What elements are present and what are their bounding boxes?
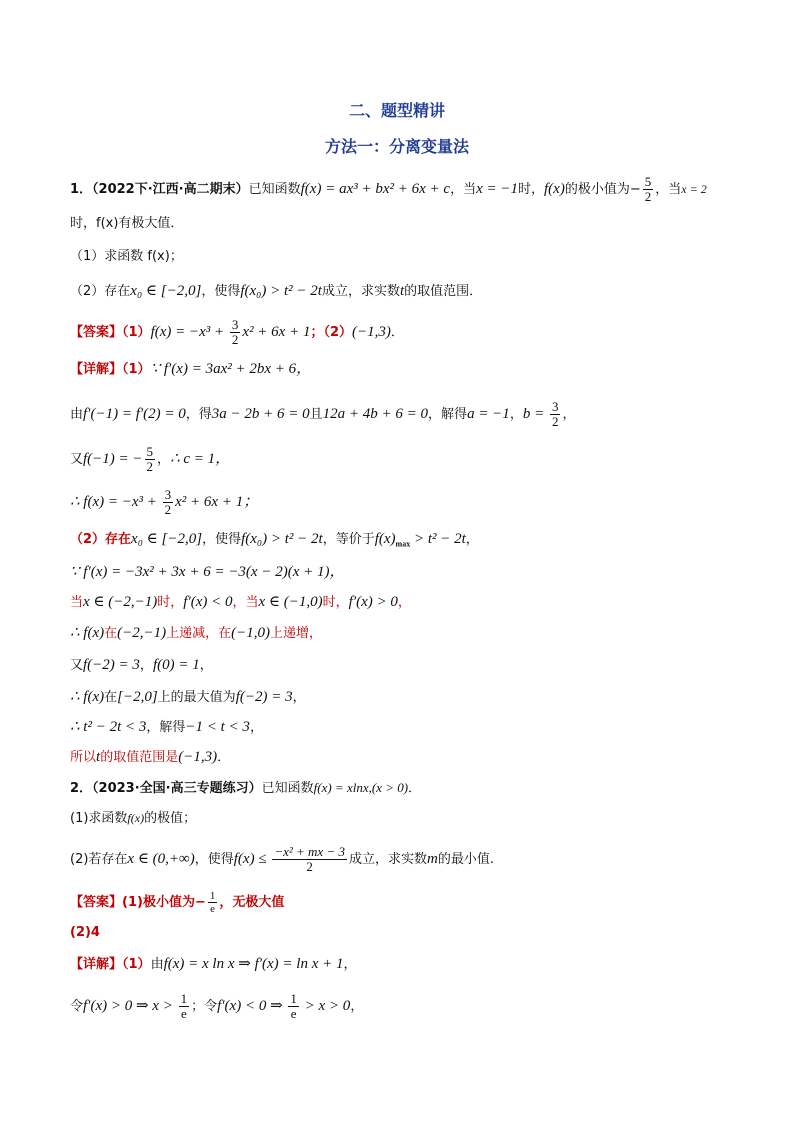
q-text: (2)若存在 [70,852,128,867]
math-expr: f(x₀) > t² − 2t [240,283,322,299]
problem2-detail-2 [70,992,363,1021]
problem2-answer [70,890,284,915]
math-expr: [−2,0] [117,689,158,705]
method-title: 方法一：分离变量法 [324,137,469,156]
fraction: $\frac{\text{−x² + mx − 3}}{2}$ [274,844,345,874]
math-expr: ∵ f′(x) = −3x² + 3x + 6 = −3(x − 2)(x + 1)， [70,564,345,580]
math-expr: f(x) ≤ [233,851,271,867]
problem2-question2 [70,845,494,874]
stem-text: 时， [517,182,544,197]
detail-text: ，等价于 [322,532,375,547]
fraction: $\frac{5}{2}$ [644,174,652,204]
math-expr: t [96,749,101,765]
problem-number: 1． [70,182,93,197]
math-expr: x ∈ (0,+∞) [127,851,195,867]
detail-text: 当 [70,595,84,610]
problem2-answer-2: (2)4 [70,925,100,940]
detail-text: 且 [309,407,323,422]
math-expr: x = −1 [476,181,518,197]
math-expr: f′(x) < 0 ⇒ [217,998,287,1014]
detail-text: ， [199,658,213,673]
detail-text: ， [562,407,576,422]
detail-tag: 【详解】 [70,362,123,377]
detail-text: ，解得 [428,407,468,422]
problem1-detail-7 [70,593,411,612]
math-expr: (−1,0) [231,625,270,641]
q-text: 的最小值. [437,852,494,867]
math-expr: (−1,3) [178,749,218,765]
math-expr: f(x) = −x³ + [150,324,228,340]
detail-tag: 【详解】 [70,957,123,972]
math-expr: f′(x) > 0 [348,594,398,610]
problem-source: （2022下·江西·高二期末） [92,182,249,197]
math-expr: x² + 6x + 1； [175,494,259,510]
stem-text: 的极小值为 [564,182,630,197]
stem-text: ． [408,781,422,796]
answer-text: （1） [122,325,151,340]
problem2-question1 [70,809,196,828]
math-expr: t [399,283,405,299]
math-expr: f′(x) > 0 ⇒ x > [83,998,177,1014]
detail-text: 在 [104,626,118,641]
fraction: $\frac{1}{e}$ [209,890,216,915]
detail-text: ， [509,407,523,422]
math-expr: (−1,3) [352,324,391,340]
problem1-question2 [70,282,482,301]
detail-text: ， [157,452,171,467]
stem-text: ，当 [450,182,477,197]
detail-text: 时， [157,595,184,610]
math-expr: 3a − 2b + 6 = 0 [211,406,310,422]
detail-text: 令 [70,999,84,1014]
math-expr: f(x) [127,811,145,825]
problem1-detail-8 [70,624,322,643]
q-text: 成立，求实数 [321,284,400,299]
math-expr: f′(x) < 0 [183,594,233,610]
detail-text: ， [139,658,153,673]
q-text: （2）存在 [70,284,131,299]
detail-text: （2）存在 [70,532,132,547]
problem1-detail-6 [70,563,344,582]
math-expr: a = −1 [467,406,510,422]
math-expr: ∴ f(x) = −x³ + [70,494,161,510]
math-expr: (−2,−1) [117,625,167,641]
fraction: $\frac{3}{2}$ [164,487,172,517]
answer-tag: 【答案】 [70,895,123,910]
q-text: 的取值范围． [404,284,483,299]
answer-text: ；（2） [310,325,353,340]
math-expr: f′(−1) = f′(2) = 0 [83,406,186,422]
problem-source: （2023·全国·高三专题练习） [92,781,262,796]
q-text: ，使得 [201,284,241,299]
stem-text: 已知函数 [248,182,301,197]
function-definition: f(x) = ax³ + bx² + 6x + c [300,181,451,197]
fraction: $\frac{1}{e}$ [290,991,297,1021]
q-text: (1)求函数 [70,811,128,826]
math-expr: ∴ f(x) [70,625,105,641]
detail-text: 的取值范围是 [100,750,179,765]
problem2-detail-1 [70,955,357,974]
q-text: ，使得 [194,852,234,867]
detail-text: 又 [70,452,84,467]
detail-text: 时， [322,595,349,610]
section-heading: 二、题型精讲 [348,101,445,120]
problem1-detail-1 [70,360,311,379]
stem-text: 已知函数 [261,781,314,796]
math-expr: f(−2) = 3 [83,657,140,673]
math-expr: 12a + 4b + 6 = 0 [322,406,429,422]
stem-text: ，当 [655,182,682,197]
problem1-detail-4 [70,488,258,517]
detail-text: ， [397,595,411,610]
math-expr: > x > 0 [300,998,351,1014]
detail-text: ，解得 [146,720,186,735]
detail-text: ， [249,720,263,735]
math-expr: f(0) = 1 [152,657,200,673]
detail-text: 上递减，在 [166,626,232,641]
math-expr: x ∈ (−2,−1) [83,594,158,610]
q-text: 的极值； [144,811,197,826]
math-expr: f(x) [544,181,565,197]
math-expr: f(−1) = − [83,451,143,467]
math-expr: x₀ ∈ [−2,0] [131,531,203,547]
detail-text: （1） [122,957,151,972]
function-definition: f(x) = xlnx,(x > 0) [313,780,409,795]
math-expr: ∴ t² − 2t < 3 [70,719,147,735]
math-expr: x = 2 [681,182,707,196]
math-expr: x₀ ∈ [−2,0] [130,283,202,299]
detail-text: ， [292,690,306,705]
answer-text: ． [390,325,404,340]
detail-text: ， [343,957,357,972]
detail-text: 由 [150,957,164,972]
detail-text: 又 [70,658,84,673]
math-expr: b = [522,406,548,422]
fraction: $\frac{5}{2}$ [146,444,154,474]
q-text: 成立，求实数 [348,852,427,867]
math-expr: −1 < t < 3 [185,719,250,735]
math-expr: ∵ f′(x) = 3ax² + 2bx + 6， [150,361,312,377]
detail-text: ． [217,750,231,765]
math-expr: ∴ f(x) [70,689,105,705]
math-expr: > t² − 2t [410,531,466,547]
problem1-detail-9 [70,656,213,675]
detail-text: 上递增， [270,626,323,641]
problem1-detail-10 [70,688,306,707]
detail-text: ，使得 [202,532,242,547]
problem1-stem-line2: 时，f(x)有极大值． [70,216,184,231]
problem1-answer [70,318,404,347]
math-expr: ∴ c = 1， [170,451,231,467]
detail-text: ， [465,532,479,547]
problem1-detail-3 [70,445,230,474]
detail-text: 由 [70,407,84,422]
detail-text: （1） [122,362,151,377]
fraction: $\frac{1}{e}$ [180,991,188,1021]
math-expr: m [427,851,438,867]
detail-text: ；令 [191,999,218,1014]
problem-number: 2． [70,781,93,796]
math-expr: f(x₀) > t² − 2t [241,531,323,547]
answer-tag: 【答案】 [70,325,123,340]
problem2-stem [70,779,421,798]
detail-text: 所以 [70,750,97,765]
problem1-detail-2 [70,400,575,429]
detail-text: ，当 [232,595,259,610]
detail-text: 在 [104,690,118,705]
problem1-stem: 1．（2022下·江西·高二期末）已知函数f(x) = ax³ + bx² + 6x + c，当x = −1时，f(x)的极小值为− $\frac{5}{2}$ ，当x = 2 [70,174,707,204]
detail-text: ，得 [185,407,212,422]
math-expr: x² + 6x + 1 [242,324,311,340]
problem1-detail-12 [70,748,230,767]
answer-text: (1)极小值为− [122,895,206,910]
math-expr: x ∈ (−1,0) [258,594,323,610]
math-expr: f(−2) = 3 [235,689,293,705]
fraction: $\frac{3}{2}$ [231,317,239,347]
math-expr: f(x) [374,531,396,547]
problem1-detail-11 [70,718,263,737]
answer-text: ，无极大值 [219,895,285,910]
fraction: $\frac{3}{2}$ [551,399,559,429]
detail-text: 上的最大值为 [157,690,236,705]
problem1-detail-5 [70,530,479,554]
detail-text: ， [350,999,364,1014]
math-expr: f(x) = x ln x ⇒ f′(x) = ln x + 1 [163,956,344,972]
problem1-question1: （1）求函数 f(x)； [70,249,183,264]
subscript: max [395,539,411,549]
